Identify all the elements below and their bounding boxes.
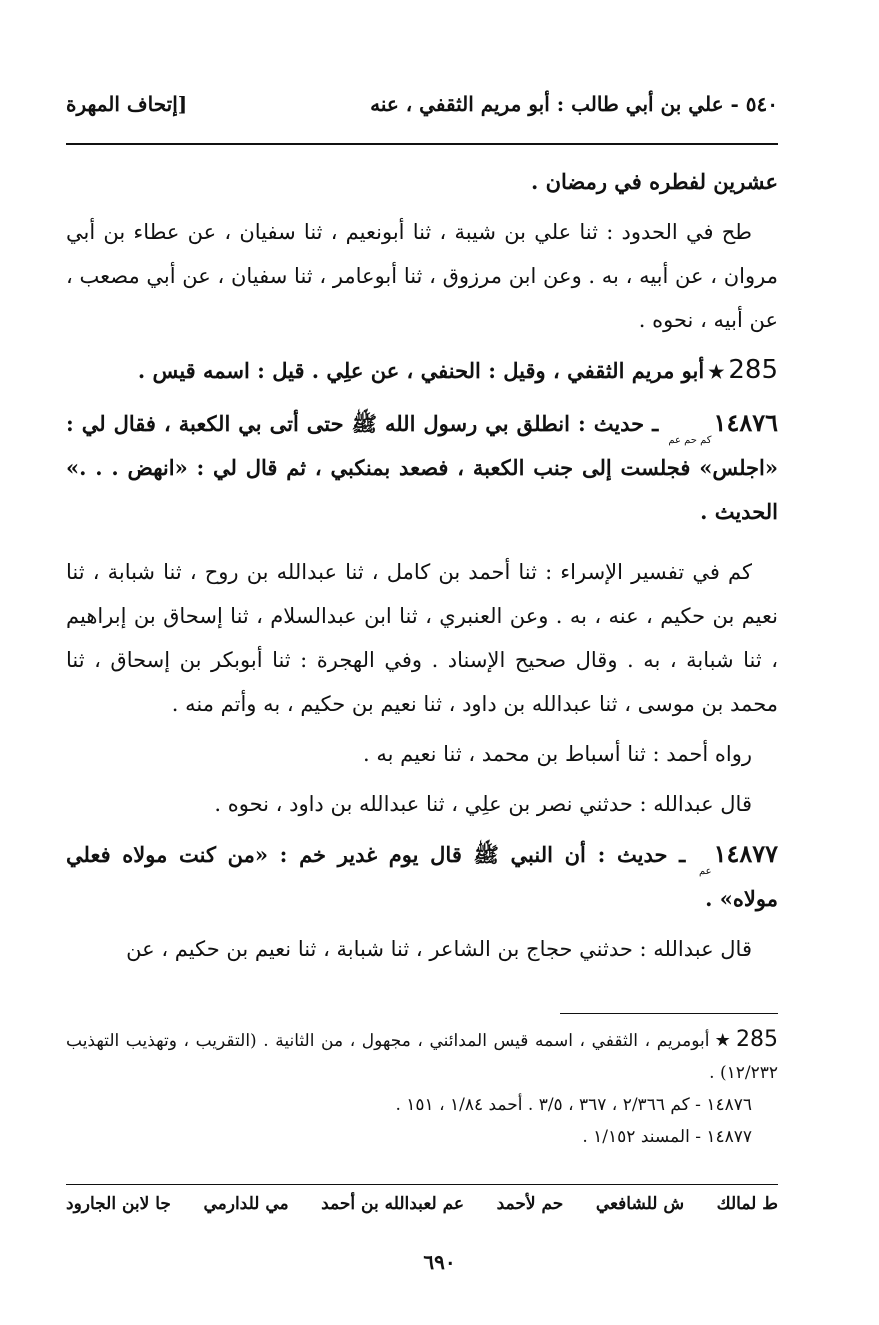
paragraph: قال عبدالله : حدثني نصر بن علِي ، ثنا عبدالله بن داود ، نحوه . (214, 792, 752, 816)
narrator-entry (66, 348, 778, 395)
paragraph: طح في الحدود : ثنا علي بن شيبة ، ثنا أبونعيم ، ثنا سفيان ، عن عطاء بن أبي مروان ، عن أبيه ، به . وعن ابن مرزوق ، ثنا أبوعامر ، ثنا سفيان ، عن أبي مصعب ، عن أبيه ، نحوه . (66, 220, 778, 332)
legend-item: ش للشافعي (595, 1194, 685, 1214)
hadith-number: ١٤٨٧٧ (713, 839, 779, 868)
source-codes: كم حم عم (668, 435, 712, 446)
footnotes (66, 1024, 778, 1153)
legend-item: عم لعبدالله بن أحمد (321, 1194, 465, 1214)
chapter-title: ٥٤٠ - علي بن أبي طالب : أبو مريم الثقفي ، عنه (370, 92, 778, 116)
paragraph: كم في تفسير الإسراء : ثنا أحمد بن كامل ، ثنا عبدالله بن روح ، ثنا شبابة ، ثنا نعيم بن حكيم ، عنه ، به . وعن العنبري ، ثنا ابن عبدالسلام ، ثنا إسحاق بن إبراهيم ، ثنا شبابة ، به . وقال صحيح الإسناد . وفي الهجرة : ثنا أبوبكر بن إسحاق ، ثنا محمد بن موسى ، ثنا عبدالله بن داود ، ثنا نعيم بن حكيم ، به وأتم منه . (66, 560, 778, 716)
paragraph: عشرين لفطره في رمضان . (530, 169, 778, 194)
hadith-text: أن النبي ﷺ قال يوم غدير خم : «من كنت مولاه فعلي مولاه» . (66, 842, 778, 911)
footnote: ١٤٨٧٦ - كم ٢/٣٦٦ ، ٣٦٧ ، ٣/٥ . أحمد ١/٨٤ ، ١٥١ . (395, 1095, 752, 1115)
header-rule (66, 143, 778, 145)
legend-item: ط لمالك (716, 1194, 778, 1214)
abbreviation-legend (66, 1194, 778, 1214)
legend-item: جا لابن الجارود (66, 1194, 171, 1214)
paragraph-text: رواه أحمد : ثنا أسباط بن محمد ، ثنا نعيم به . (363, 742, 752, 766)
main-text (66, 160, 778, 977)
footnote: ١٤٨٧٧ - المسند ١/١٥٢ . (582, 1127, 752, 1147)
paragraph (66, 732, 778, 776)
hadith-label: ـ حديث : (577, 411, 659, 436)
star-icon: ★ (708, 362, 725, 383)
paragraph: قال عبدالله : حدثني حجاج بن الشاعر ، ثنا شبابة ، ثنا نعيم بن حكيم ، عن (126, 937, 752, 961)
footnote-number: 285 (736, 1027, 778, 1052)
hadith-label: ـ حديث : (597, 842, 686, 867)
narrator-number: 285 (728, 355, 778, 385)
legend-item: حم لأحمد (496, 1194, 564, 1214)
footer-rule (66, 1184, 778, 1185)
footnote-separator (560, 1013, 778, 1014)
footnote-text: أبومريم ، الثقفي ، اسمه قيس المدائني ، مجهول ، من الثانية . (التقريب ، وتهذيب التهذيب ١٢/٢٣٢) . (66, 1031, 778, 1083)
footnote (66, 1024, 778, 1089)
book-title: [إتحاف المهرة (66, 92, 188, 116)
page-number: ٦٩٠ (423, 1250, 456, 1274)
narrator-text: أبو مريم الثقفي ، وقيل : الحنفي ، عن علِي . قيل : اسمه قيس . (137, 358, 705, 383)
hadith-number: ١٤٨٧٦ (713, 408, 778, 437)
hadith-entry (66, 832, 778, 921)
running-header (66, 90, 778, 126)
hadith-entry (66, 401, 778, 534)
star-icon: ★ (713, 1030, 732, 1051)
hadith-text: انطلق بي رسول الله ﷺ حتى أتى بي الكعبة ، فقال لي : «اجلس» فجلست إلى جنب الكعبة ، فصعد بمنكبي ، ثم قال لي : «انهض . . .» الحديث . (66, 411, 778, 524)
source-codes: عم (698, 866, 712, 877)
legend-item: مي للدارمي (203, 1194, 289, 1214)
